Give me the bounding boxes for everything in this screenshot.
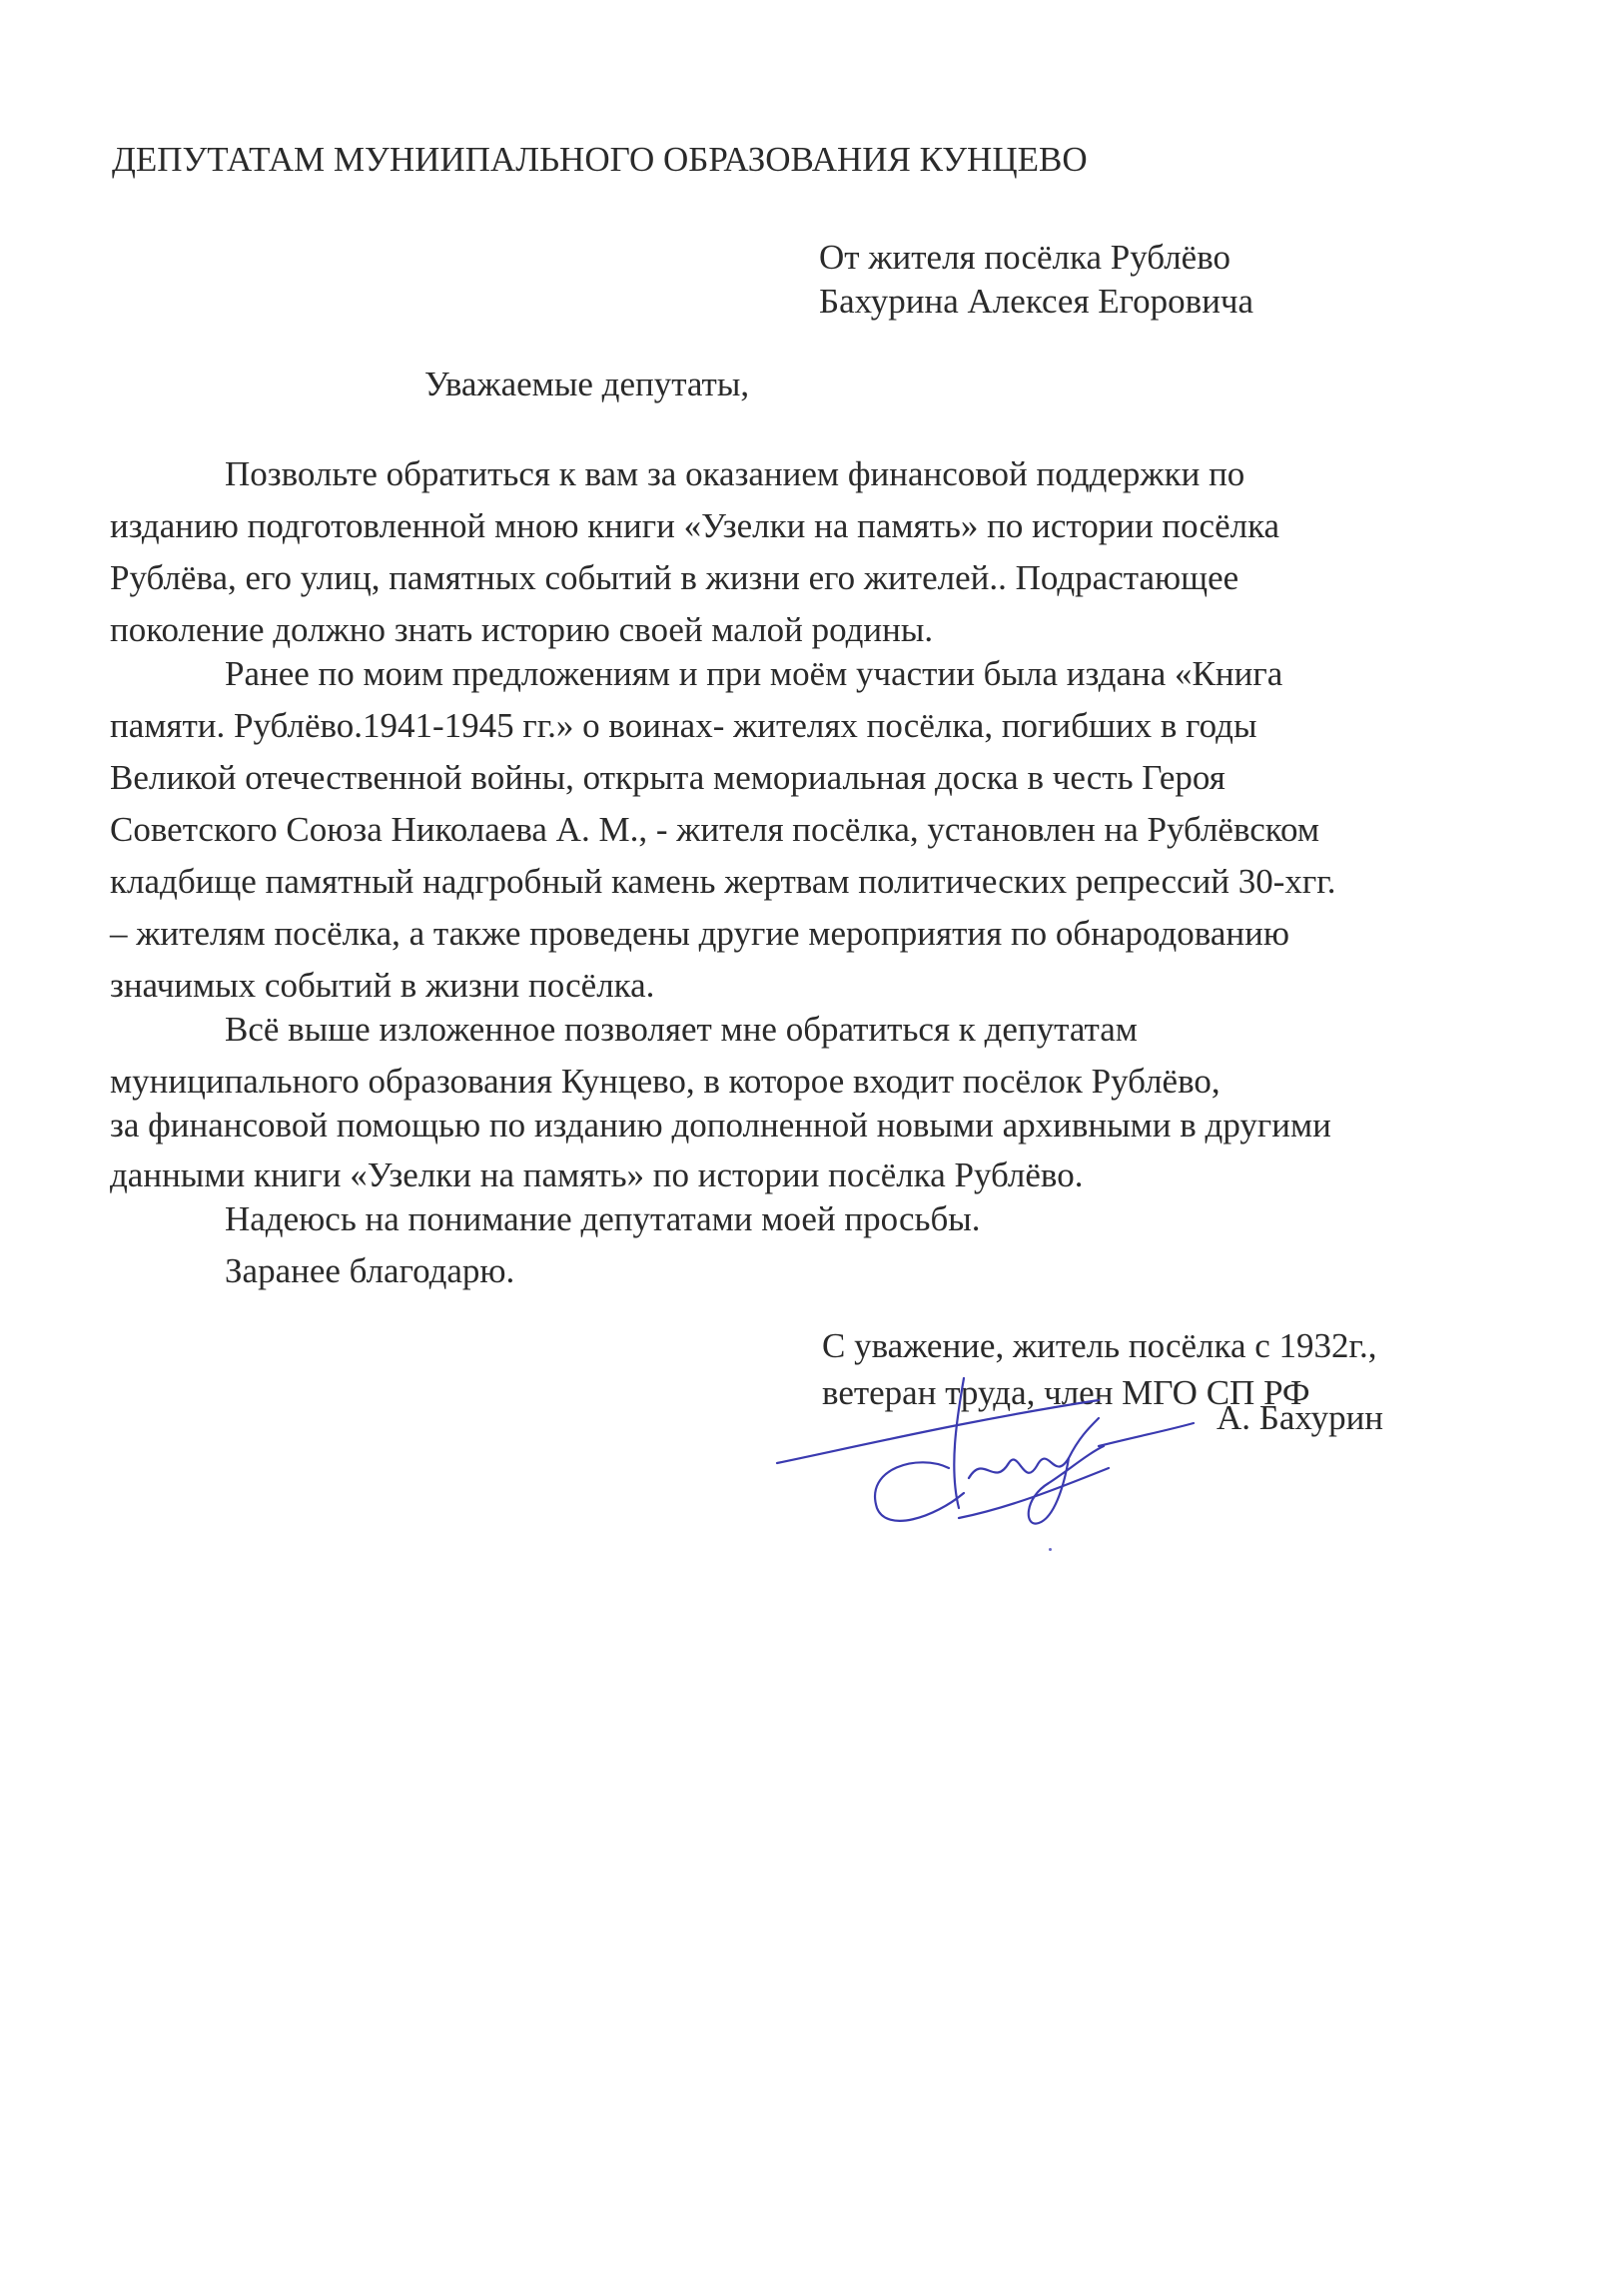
closing-line-2: ветеран труда, член МГО СП РФ <box>822 1373 1310 1412</box>
handwritten-signature <box>769 1358 1209 1528</box>
body-line: Великой отечественной войны, открыта мемориальная доска в честь Героя <box>110 758 1225 797</box>
body-line: Надеюсь на понимание депутатами моей просьбы. <box>225 1199 981 1238</box>
body-line: – жителям посёлка, а также проведены другие мероприятия по обнародованию <box>110 914 1290 953</box>
body-line: Рублёва, его улиц, памятных событий в жизни его жителей.. Подрастающее <box>110 558 1239 597</box>
body-line: изданию подготовленной мною книги «Узелки на память» по истории посёлка <box>110 506 1280 545</box>
body-line: Позвольте обратиться к вам за оказанием финансовой поддержки по <box>225 454 1245 493</box>
body-line: за финансовой помощью по изданию дополненной новыми архивными в другими <box>110 1106 1331 1145</box>
body-line: Всё выше изложенное позволяет мне обратиться к депутатам <box>225 1010 1138 1049</box>
body-line: данными книги «Узелки на память» по истории посёлка Рублёво. <box>110 1155 1084 1194</box>
body-line: Заранее благодарю. <box>225 1251 515 1290</box>
closing-line-1: С уважение, житель посёлка с 1932г., <box>822 1326 1377 1365</box>
signatory-name: А. Бахурин <box>1217 1398 1384 1437</box>
greeting: Уважаемые депутаты, <box>424 365 750 403</box>
ink-dot <box>1049 1548 1052 1551</box>
body-line: Советского Союза Николаева А. М., - жителя посёлка, установлен на Рублёвском <box>110 810 1320 849</box>
body-line: муниципального образования Кунцево, в которое входит посёлок Рублёво, <box>110 1062 1220 1101</box>
addressee-heading: ДЕПУТАТАМ МУНИИПАЛЬНОГО ОБРАЗОВАНИЯ КУНЦЕВО <box>112 140 1088 179</box>
body-line: памяти. Рублёво.1941-1945 гг.» о воинах- жителях посёлка, погибших в годы <box>110 706 1257 745</box>
body-line: значимых событий в жизни посёлка. <box>110 966 655 1005</box>
sender-line-1: От жителя посёлка Рублёво <box>819 238 1231 277</box>
body-line: поколение должно знать историю своей малой родины. <box>110 610 934 649</box>
body-line: Ранее по моим предложениям и при моём участии была издана «Книга <box>225 654 1283 693</box>
sender-line-2: Бахурина Алексея Егоровича <box>819 282 1254 321</box>
body-line: кладбище памятный надгробный камень жертвам политических репрессий 30-хгг. <box>110 862 1336 901</box>
